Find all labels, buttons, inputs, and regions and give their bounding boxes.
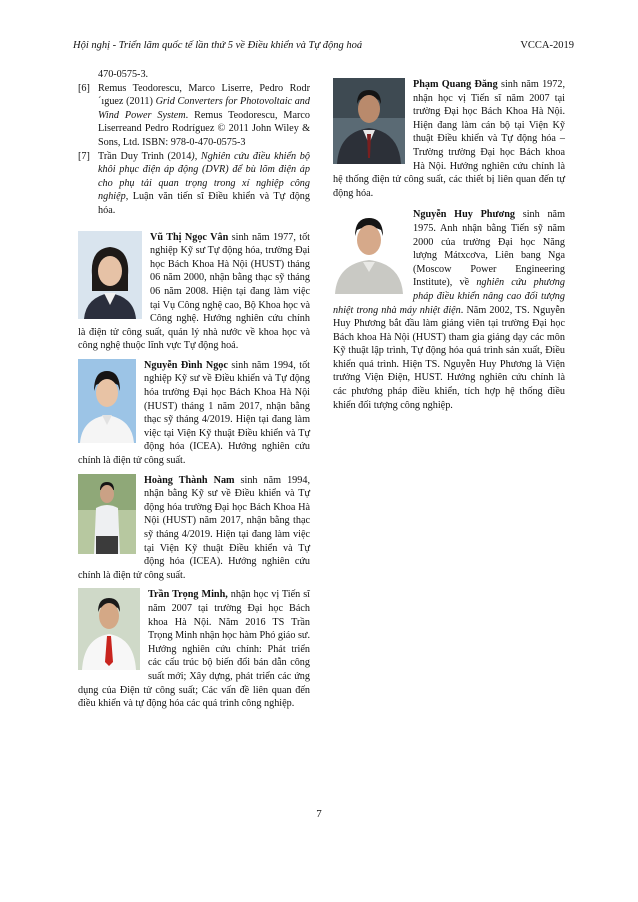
page-header [73,40,574,56]
bio-vu-thi-ngoc-van [78,231,310,353]
reference-continuation: 470-0575-3. [98,69,149,80]
author-photo [78,588,140,670]
author-photo [333,208,405,294]
author-name: Nguyễn Đình Ngọc [144,359,228,371]
author-bio-cont: . Năm 2002, TS. Nguyễn Huy Phương bắt đầu làm giảng viên tại trường Đại học Bách khoa Hà Nội (HUST) tham gia giảng dạy các môn Kỹ thuật lập trình, Tự động hóa quá trình sản xuất, Điều khiển quá trình. Hiện TS. Nguyễn Huy Phương là Viện trưởng Viện Điện, HUST. Hướng nghiên cứu chính là các phương pháp điều khiển, tích hợp hệ thống điều khiển đối tượng công nghiệp. [333,304,565,411]
right-column [333,78,565,412]
author-bio: nhận học vị Tiến sĩ năm 2007 tại trường Đại học Bách khoa Hà Nội. Năm 2016 TS Trần Trọng Minh nhận học hàm Phó giáo sư. Hướng nghiên cứu chính: Phát triển các cấu trúc bộ biến đổi bán dẫn công suất mới; Xây dựng, phát triển các ứng dụng của Điện tử công suất; Các vấn đề liên quan đến điều khiển và tự động hóa các quá trình công nghiệp. [78,589,311,710]
author-name: Phạm Quang Đăng [413,79,498,90]
research-topic: nghiên cứu phương pháp điều khiển nâng cao đối tượng nhiệt trong nhà máy nhiệt điện [333,277,565,316]
author-bio: sinh năm 1975. Anh nhận bằng Tiến sỹ năm 2000 của trường Đại học Năng lượng Mátxcơva, Liên bang Nga (Moscow Power Engineering Institute), về [413,209,565,289]
author-photo [78,231,142,319]
author-photo [333,78,405,164]
author-name: Trần Trọng Minh, [148,589,228,601]
author-bio: sinh năm 1994, tốt nghiệp Kỹ sư về Điều khiển và Tự động hóa trường Đại học Bách Khoa Hà Nội (HUST) tháng 1 năm 2017, nhận bằng thạc sỹ tháng 4/2019. Hiện tại đang làm việc tại Viện Kỹ thuật Điều khiển và Tự động hóa (ICEA). Hướng nghiên cứu chính là điện tử công suất. [78,359,310,467]
reference-6: [6] Remus Teodorescu, Marco Liserre, Pedro Rodr´ıguez (2011) Grid Converters for Photovoltaic and Wind Power System. Remus Teodorescu, Marco Liserreand Pedro Rodríguez © 2011 John Wiley & Sons, Ltd. ISBN: 978-0-470-0575-3 [78,82,310,148]
bio-hoang-thanh-nam [78,474,310,583]
page-number: 7 [316,808,322,820]
author-photo [78,474,136,554]
bio-nguyen-dinh-ngoc [78,359,310,468]
conference-code: VCCA-2019 [520,40,574,51]
bio-pham-quang-dang [333,78,565,200]
author-photo [78,359,136,443]
reference-number: [7] [78,150,90,162]
author-name: Nguyễn Huy Phương [413,209,515,221]
author-bio: sinh năm 1994, nhận bằng Kỹ sư về Điều khiển và Tự động hóa trường Đại học Bách Khoa Hà Nội (HUST) năm 2017, nhận bằng thạc sỹ tháng 4/2019. Hiện tại đang làm việc tại Viện Kỹ thuật Điều khiển và Tự động hóa (ICEA). Hướng nghiên cứu chính là điện tử công suất. [78,474,310,581]
author-bio: sinh năm 1977, tốt nghiệp Kỹ sư Tự động hóa, trường Đại học Bách Khoa Hà Nội (HUST) tháng 06 năm 2000, nhận bằng thạc sỹ tháng 06 năm 2008. Hiện tại đang làm việc tại Vụ Công nghệ cao, Bộ Khoa học và Công nghệ. Hướng nghiên cứu chính là điện tử công suất, quản lý nhà nước về khoa học và công nghệ thuộc lĩnh vực Tự động hoá. [78,231,310,352]
author-bio: sinh năm 1972, nhận học vị Tiến sĩ năm 2007 tại trường Đại học Bách Khoa Hà Nội. Hiện đang làm cán bộ tại Viện Kỹ thuật Điều khiển và Tự động hóa – Trường trường Đại học Bách khoa Hà Nội. Hướng nghiên cứu chính là hệ thống điện tử công suất, các thiết bị liên quan đến tự động hóa. [333,79,566,199]
conference-title: Hội nghị - Triển lãm quốc tế lần thứ 5 về Điều khiển và Tự động hoá [73,40,363,51]
reference-title: Grid Converters for Photovoltaic and Wind Power System [98,96,310,121]
left-column [78,68,310,711]
author-name: Hoàng Thành Nam [144,474,235,486]
author-name: Vũ Thị Ngọc Vân [150,231,229,243]
reference-7: [7] Trần Duy Trinh (2014), Nghiên cứu điều khiển bộ khôi phục điện áp động (DVR) để bù lõm điện áp cho phụ tải quan trọng trong xí nghiệp công nghiệp, Luận văn tiến sĩ Điều khiển và Tự động hóa. [78,150,310,216]
reference-number: [6] [78,82,90,94]
reference-title: ), Nghiên cứu điều khiển bộ khôi phục điện áp động (DVR) để bù lõm điện áp cho phụ tải quan trọng trong xí nghiệp công nghiệp [98,150,310,203]
bio-tran-trong-minh [78,588,310,710]
bio-nguyen-huy-phuong [333,208,565,412]
